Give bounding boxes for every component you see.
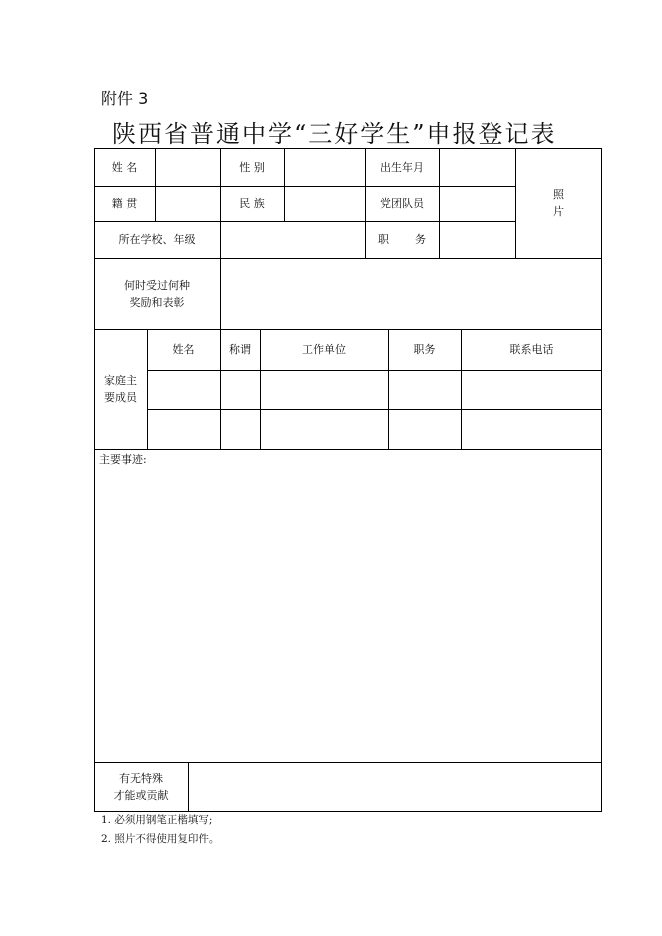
family-header-name: 姓名 <box>172 343 195 356</box>
family-header-relation: 称谓 <box>229 343 251 356</box>
talent-label-2: 才能或贡献 <box>113 789 169 802</box>
family-label-1: 家庭主 <box>104 374 137 387</box>
page-title: 陕西省普通中学“三好学生”申报登记表 <box>112 120 557 148</box>
party-label: 党团队员 <box>380 197 424 210</box>
gender-label: 性 别 <box>239 160 265 174</box>
native-place-label: 籍 贯 <box>111 197 138 210</box>
ethnicity-field[interactable] <box>285 187 364 220</box>
family-header-phone: 联系电话 <box>509 343 554 356</box>
position-field[interactable] <box>440 222 514 257</box>
deeds-field[interactable] <box>95 450 601 761</box>
note-item: 1. 必须用钢笔正楷填写; <box>101 814 213 826</box>
family-header-position: 职务 <box>413 343 436 356</box>
family-label <box>94 329 147 449</box>
school-field[interactable] <box>221 222 364 257</box>
family-label-2: 要成员 <box>104 391 137 404</box>
awards-label-1: 何时受过何种 <box>124 278 190 292</box>
photo-box[interactable] <box>515 148 602 258</box>
family-row-1[interactable] <box>148 371 601 408</box>
native-place-field[interactable] <box>156 187 219 220</box>
talent-label-1: 有无特殊 <box>119 772 163 785</box>
talent-field[interactable] <box>189 763 601 811</box>
gender-field[interactable] <box>285 149 364 185</box>
party-field[interactable] <box>440 187 514 220</box>
position-label-2: 务 <box>415 233 426 246</box>
ethnicity-label: 民 族 <box>239 197 265 210</box>
photo-label-1: 照 <box>553 188 564 201</box>
note-item: 2. 照片不得使用复印件。 <box>101 833 220 845</box>
school-label: 所在学校、年级 <box>118 233 196 246</box>
birth-label: 出生年月 <box>380 160 424 174</box>
awards-label <box>94 258 220 329</box>
deeds-label: 主要事迹: <box>99 452 147 466</box>
position-label <box>365 221 439 258</box>
name-label: 姓 名 <box>111 160 138 174</box>
birth-field[interactable] <box>440 149 514 185</box>
family-header-workplace: 工作单位 <box>302 343 346 356</box>
name-field[interactable] <box>156 149 219 185</box>
photo-label-2: 片 <box>553 205 564 218</box>
talent-label <box>94 762 188 812</box>
awards-label-2: 奖励和表彰 <box>129 295 185 309</box>
position-label-1: 职 <box>378 233 389 246</box>
attachment-label: 附件 3 <box>101 89 149 108</box>
awards-field[interactable] <box>221 259 601 328</box>
family-row-2[interactable] <box>148 410 601 448</box>
